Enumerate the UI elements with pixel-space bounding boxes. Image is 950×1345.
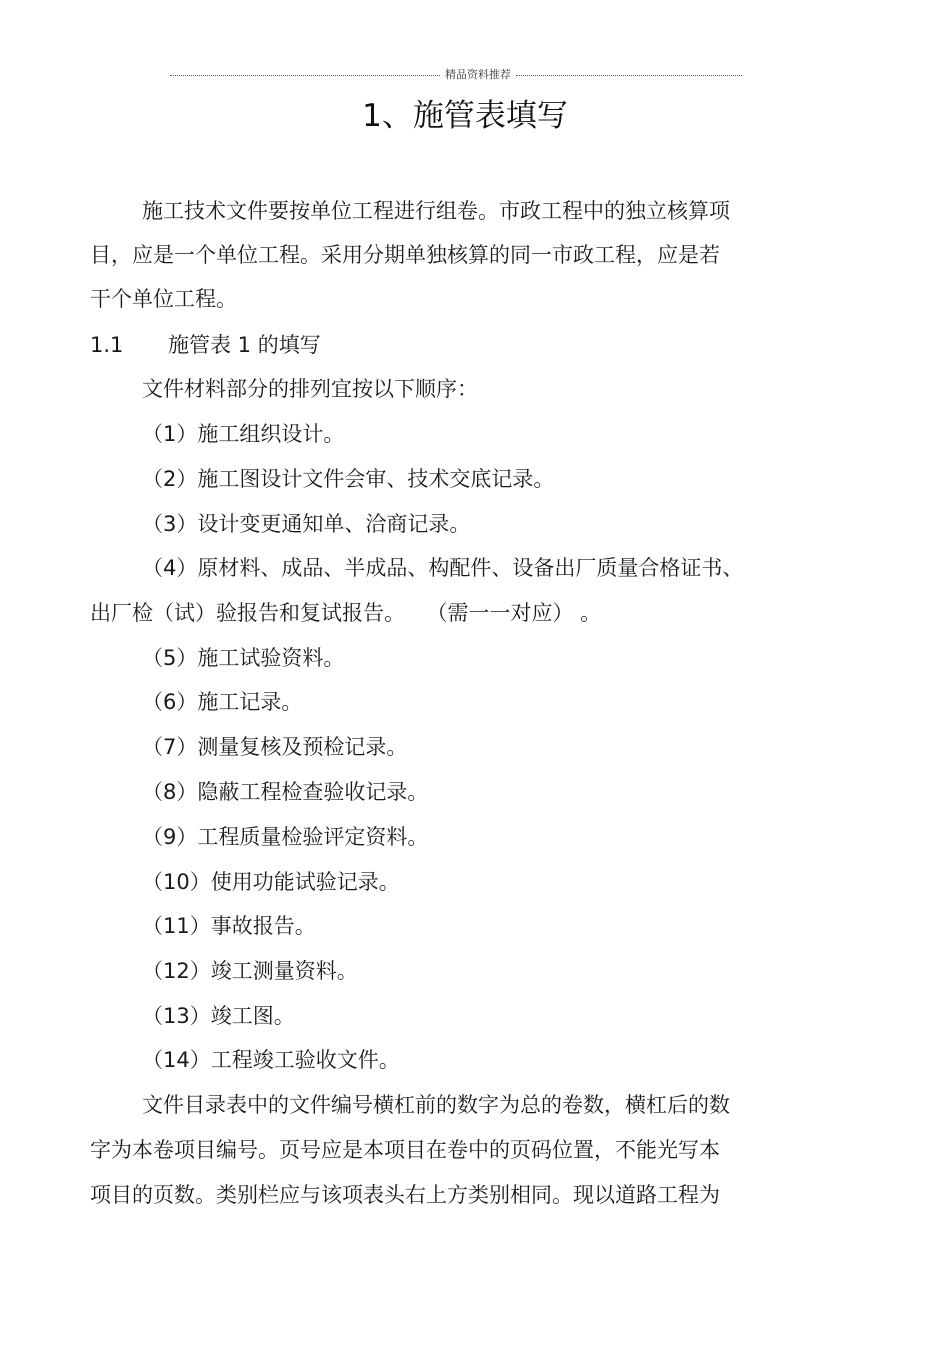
list-item-8: （8）隐蔽工程检查验收记录。 <box>142 780 429 804</box>
header-dotted-rule-left <box>170 75 440 76</box>
list-item-13: （13）竣工图。 <box>142 1004 295 1028</box>
list-item-4-continued <box>90 598 601 628</box>
list-item-3: （3）设计变更通知单、洽商记录。 <box>142 512 471 536</box>
list-item-1: （1）施工组织设计。 <box>142 422 345 446</box>
page-header <box>170 66 742 84</box>
section-number: 1.1 <box>90 333 124 357</box>
intro-line-3: 干个单位工程。 <box>90 287 237 311</box>
list-item-10: （10）使用功能试验记录。 <box>142 870 400 894</box>
list-item-6: （6）施工记录。 <box>142 690 303 714</box>
section-title: 施管表 1 的填写 <box>168 333 321 357</box>
list-item-5: （5）施工试验资料。 <box>142 646 345 670</box>
header-dotted-rule-right <box>516 75 742 76</box>
closing-line-3: 项目的页数。类别栏应与该项表头右上方类别相同。现以道路工程为 <box>90 1183 720 1207</box>
list-item-9: （9）工程质量检验评定资料。 <box>142 825 429 849</box>
list-item-11: （11）事故报告。 <box>142 914 316 938</box>
list-item-2: （2）施工图设计文件会审、技术交底记录。 <box>142 467 555 491</box>
list-item-4-note: （需一一对应） 。 <box>437 601 602 625</box>
header-text: 精品资料推荐 <box>445 68 511 81</box>
intro-line-2: 目，应是一个单位工程。采用分期单独核算的同一市政工程，应是若 <box>90 243 720 267</box>
list-item-4-continued-text: 出厂检（试）验报告和复试报告。 <box>90 601 405 625</box>
list-item-4: （4）原材料、成品、半成品、构配件、设备出厂质量合格证书、 <box>142 556 744 580</box>
list-item-14: （14）工程竣工验收文件。 <box>142 1048 400 1072</box>
list-item-7: （7）测量复核及预检记录。 <box>142 735 408 759</box>
intro-line-1: 施工技术文件要按单位工程进行组卷。市政工程中的独立核算项 <box>142 199 730 223</box>
page-title: 1、施管表填写 <box>362 98 568 134</box>
closing-line-2: 字为本卷项目编号。页号应是本项目在卷中的页码位置，不能光写本 <box>90 1138 720 1162</box>
order-intro: 文件材料部分的排列宜按以下顺序： <box>142 377 478 401</box>
list-item-12: （12）竣工测量资料。 <box>142 959 358 983</box>
closing-line-1: 文件目录表中的文件编号横杠前的数字为总的卷数，横杠后的数 <box>142 1093 730 1117</box>
